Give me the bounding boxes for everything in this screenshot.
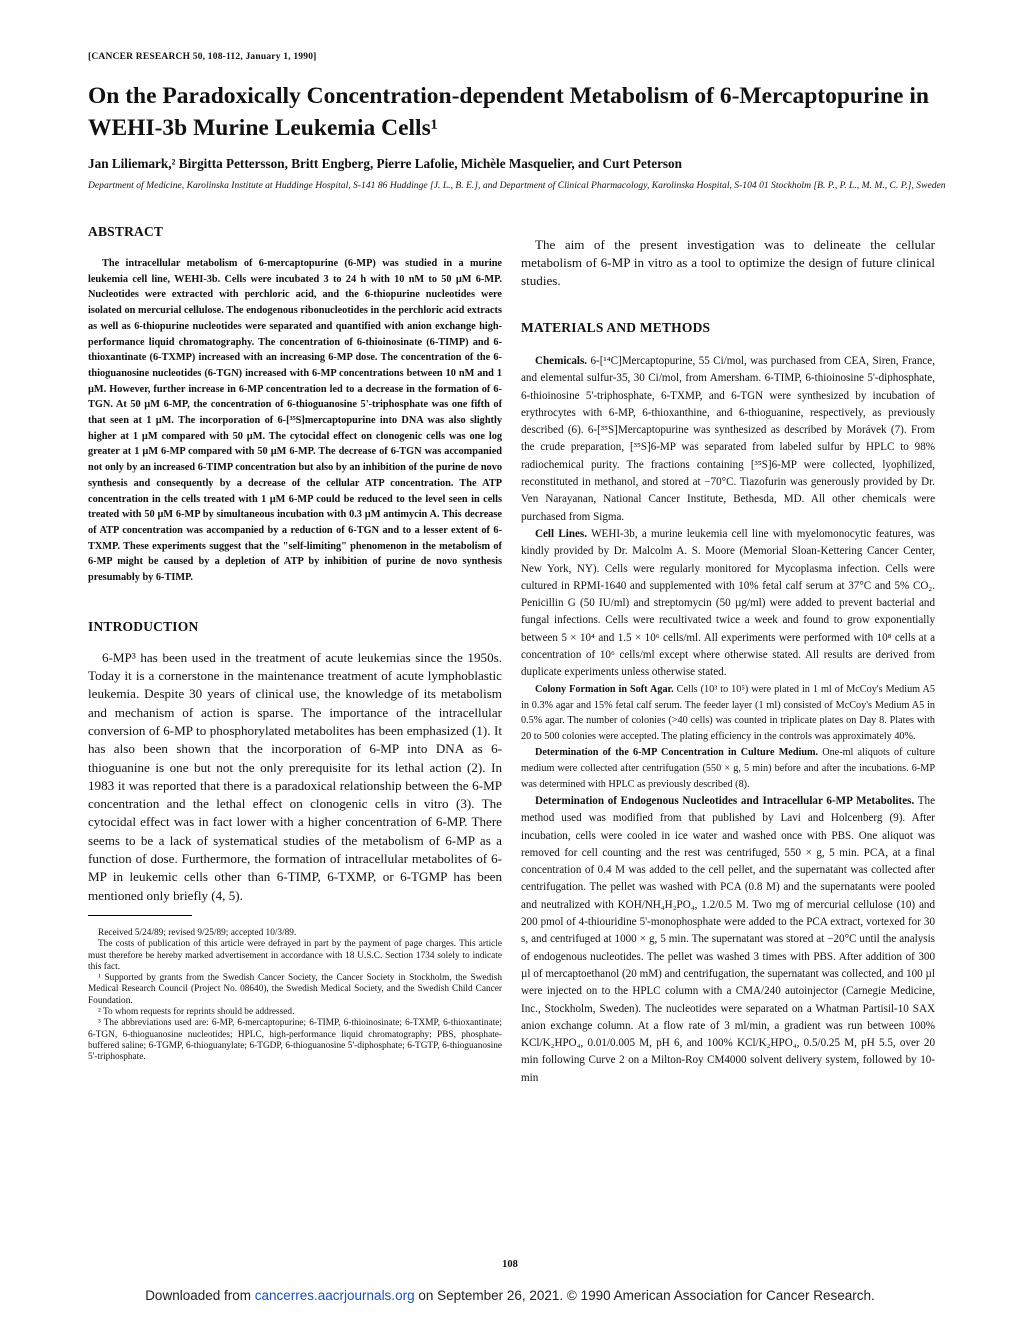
paragraph-text: Cells (10³ to 10⁵) were plated in 1 ml of McCoy's Medium A5 in 0.3% agar and 15% fetal calf serum. The feeder layer (1 ml) consisted of McCoy's Medium A5 in 0.5% agar. The number of colonies (>40 cells) was counted in triplicate plates on Day 8. Plates with 20 to 500 colonies were accepted. The plating efficiency in the controls was approximately 40%.: [521, 683, 935, 743]
abstract-text: The intracellular metabolism of 6-mercaptopurine (6-MP) was studied in a murine leukemia cell line, WEHI-3b. Cells were incubated 3 to 24 h with 10 nM to 50 µM 6-MP. Nucleotides were extracted with perchloric acid, and the 6-thiopurine nucleotides were isolated on mercurial cellulose. The endogenous ribonucleotides in the perchloric acid extracts as well as 6-thiopurine nucleotides were separated and quantified with anion exchange high-performance liquid chromatography. The concentration of 6-thioinosinate (6-TIMP) and 6-thioxantinate (6-TXMP) increased with an increasing 6-MP dose. The concentration of the 6-thioguanosine nucleotides (6-TGN) increased with 6-MP concentrations between 10 nM and 1 µM. However, further increase in 6-MP concentration led to a decrease in the formation of 6-TGN. At 50 µM 6-MP, the concentration of 6-thioguanosine 5'-triphosphate was one fifth of that seen at 1 µM. The incorporation of 6-[³⁵S]mercaptopurine into DNA was also slightly higher at 1 µM compared with 50 µM. The cytocidal effect on clonogenic cells was one log greater at 1 µM 6-MP compared with 50 µM 6-MP. The decrease of 6-TGN was accompanied not only by an increased 6-TIMP concentration but also by an inhibition of the purine de novo synthesis and consequently by a decrease of the cellular ATP concentration. The ATP concentration in the cells treated with 1 µM 6-MP could be reduced to the level seen in cells treated with 50 µM 6-MP by simultaneous incubation with 0.3 µM antimycin A. This decrease of ATP concentration was accompanied by a reduction of 6-TGN and to a lesser extent of 6-TXMP. These experiments suggest that the "self-limiting" phenomenon in the metabolism of 6-MP might be caused by a depletion of ATP by inhibition of purine de novo synthesis presumably by 6-TIMP.: [88, 258, 502, 584]
paragraph-lead: Determination of the 6-MP Concentration in Culture Medium.: [535, 747, 819, 759]
footnote-rule: [88, 915, 192, 916]
footnote: ³ The abbreviations used are: 6-MP, 6-mercaptopurine; 6-TIMP, 6-thioinosinate; 6-TXMP, 6-thioxantinate; 6-TGN, 6-thioguanosine nucleotides; HPLC, high-performance liquid chromatography; PBS, phosphate-buffered saline; 6-TGMP, 6-thioguanylate; 6-TGDP, 6-thioguanosine 5'-diphosphate; 6-TGTP, 6-thioguanosine 5'-triphosphate.: [88, 1018, 502, 1063]
methods-paragraph-cell-lines: [521, 526, 935, 682]
footnote: The costs of publication of this article were defrayed in part by the payment of page charges. This article must therefore be hereby marked advertisement in accordance with 18 U.S.C. Section 1734 solely to indicate this fact.: [88, 939, 502, 972]
affiliation: Department of Medicine, Karolinska Institute at Huddinge Hospital, S-141 86 Huddinge [J. L., B. E.], and Department of Clinical Pharmacology, Karolinska Hospital, S-104 01 Stockholm [B. P., P. L., M. M., C. P.], Sweden: [88, 180, 946, 191]
paragraph-lead: Determination of Endogenous Nucleotides and Intracellular 6-MP Metabolites.: [535, 794, 915, 807]
paragraph-lead: Chemicals.: [535, 355, 588, 367]
materials-methods-heading: MATERIALS AND METHODS: [521, 320, 711, 335]
page-number: 108: [502, 1259, 518, 1270]
author-list: Jan Liliemark,² Birgitta Pettersson, Britt Engberg, Pierre Lafolie, Michèle Masquelier, and Curt Peterson: [88, 156, 682, 171]
methods-paragraph-chemicals: [521, 353, 935, 526]
paragraph-text: One-ml aliquots of culture medium were collected after centrifugation (550 × g, 5 min) before and after the incubations. 6-MP was determined with HPLC as previously described (8).: [521, 747, 935, 791]
methods-paragraph-nucleotides: [521, 793, 935, 1087]
aim-paragraph: The aim of the present investigation was to delineate the cellular metabolism of 6-MP in vitro as a tool to optimize the design of future clinical studies.: [521, 237, 935, 288]
introduction-heading: INTRODUCTION: [88, 618, 199, 634]
paragraph-lead: Colony Formation in Soft Agar.: [535, 683, 674, 695]
footnote: ² To whom requests for reprints should be addressed.: [98, 1007, 295, 1017]
paragraph-text: 6-[¹⁴C]Mercaptopurine, 55 Ci/mol, was purchased from CEA, Siren, France, and elemental sulfur-35, 30 Ci/mol, from Amersham. 6-TIMP, 6-thioinosine 5'-diphosphate, 6-thioinosine 5'-triphosphate, 6-TXMP, and 6-TGN were synthesized by incubation of erythrocytes with 6-MP, 6-thioxanthine, and 6-thioguanine, respectively, as previously described (6). 6-[³⁵S]Mercaptopurine was synthesized as described by Morávek (7). From the crude preparation, [³⁵S]6-MP was separated from labeled sulfur by HPLC to 98% radiochemical purity. The fractions containing [³⁵S]6-MP were collected, lyophilized, reconstituted in methanol, and stored at −70°C. Tiazofurin was generously provided by Dr. Ven Narayanan, National Cancer Institute, Bethesda, MD. All other chemicals were purchased from Sigma.: [521, 355, 935, 523]
article-title: On the Paradoxically Concentration-dependent Metabolism of 6-Mercaptopurine in WEHI-3b Murine Leukemia Cells¹: [88, 83, 929, 141]
footnote: Received 5/24/89; revised 9/25/89; accepted 10/3/89.: [98, 927, 297, 938]
paragraph-text: The method used was modified from that published by Lavi and Holcenberg (9). After incubation, cells were cooled in ice water and washed once with PBS. One aliquot was removed for cell counting and the rest was centrifuged, 550 × g, 5 min. PCA, at a final concentration of 0.4 M was added to the cell pellet, and the supernatant was collected after centrifugation. The pellet was washed with PCA (0.8 M) and the supernatants were pooled and neutralized with KOH/NH₄H₂PO₄, 1.2/0.5 M. Two mg of mercurial cellulose (10) and 200 pmol of 4-thiouridine 5'-monophosphate were added to the PCA extract, vortexed for 30 s, and centrifuged at 1000 × g, 5 min. The supernatant was stored at −20°C until the analysis of endogenous nucleotides. The pellet was washed 3 times with PBS. After addition of 300 µl of mercaptoethanol (20 mM) and centrifugation, the supernatant was collected, and 100 µl were injected on to the HPLC column with a CMA/240 autoinjector (Carnegie Medicine, Inc., Stockholm, Sweden). The nucleotides were separated on a Whatman Partisil-10 SAX anion exchange column. At a flow rate of 3 ml/min, a gradient was run between 100% KCl/K₂HPO₄, 0.01/0.005 M, pH 6, and 100% KCl/K₂HPO₄, 0.5/0.25 M, pH 5.5, over 20 min following Curve 2 on a Milton-Roy CM4000 solvent delivery system, followed by 10-min: [521, 794, 935, 1084]
methods-paragraph-6mp-concentration: [521, 745, 935, 793]
right-column: [521, 236, 935, 1087]
footer-prefix: Downloaded from: [145, 1288, 255, 1303]
footnotes: [88, 928, 502, 1064]
abstract-heading: ABSTRACT: [88, 224, 164, 239]
paragraph-text: WEHI-3b, a murine leukemia cell line with myelomonocytic features, was kindly provided by Dr. Malcolm A. S. Moore (Memorial Sloan-Kettering Cancer Center, New York, NY). Cells were regularly monitored for Mycoplasma infection. Cells were cultured in RPMI-1640 and supplemented with 10% fetal calf serum at 37°C and 5% CO₂. Penicillin G (50 IU/ml) and streptomycin (50 µg/ml) were added to prevent bacterial and fungal infections. Cells were recultivated twice a week and found to grow exponentially between 5 × 10⁴ and 1.5 × 10⁶ cells/ml. All experiments were performed with 10⁸ cells at a concentration of 10⁶ cells/ml except where otherwise stated. All results are derived from duplicate experiments unless otherwise stated.: [521, 527, 935, 679]
methods-paragraph-colony-formation: [521, 682, 935, 746]
download-footer: [0, 1288, 1020, 1303]
footer-suffix: on September 26, 2021. © 1990 American Association for Cancer Research.: [414, 1288, 875, 1303]
left-column: [88, 224, 502, 1063]
journal-link[interactable]: cancerres.aacrjournals.org: [254, 1288, 415, 1303]
footnote: ¹ Supported by grants from the Swedish Cancer Society, the Cancer Society in Stockholm, the Swedish Medical Research Council (Project No. 08640), the Swedish Medical Society, and the Swedish Child Cancer Foundation.: [88, 973, 502, 1006]
paragraph-lead: Cell Lines.: [535, 527, 588, 540]
introduction-text: 6-MP³ has been used in the treatment of acute leukemias since the 1950s. Today it is a cornerstone in the maintenance treatment of acute lymphoblastic leukemia. Despite 30 years of clinical use, the knowledge of its metabolism and mechanism of action is sparse. The importance of the intracellular conversion of 6-MP to phosphorylated metabolites has been emphasized (1). It has also been shown that the incorporation of 6-MP into DNA as 6-thioguanine is one but not the only prerequisite for its lethal action (2). In 1983 it was reported that there is a paradoxical relationship between the 6-MP concentration and the lethal effect on clonogenic cells in vitro (3). The cytocidal effect was in fact lower with a higher concentration of 6-MP. There seems to be a lack of systematical studies of the metabolism of 6-MP as a function of dose. Furthermore, the formation of intracellular metabolites of 6-MP in leukemic cells other than 6-TIMP, 6-TXMP, or 6-TGMP has been mentioned only briefly (4, 5).: [88, 649, 502, 903]
journal-citation: [CANCER RESEARCH 50, 108-112, January 1, 1990]: [88, 52, 317, 62]
